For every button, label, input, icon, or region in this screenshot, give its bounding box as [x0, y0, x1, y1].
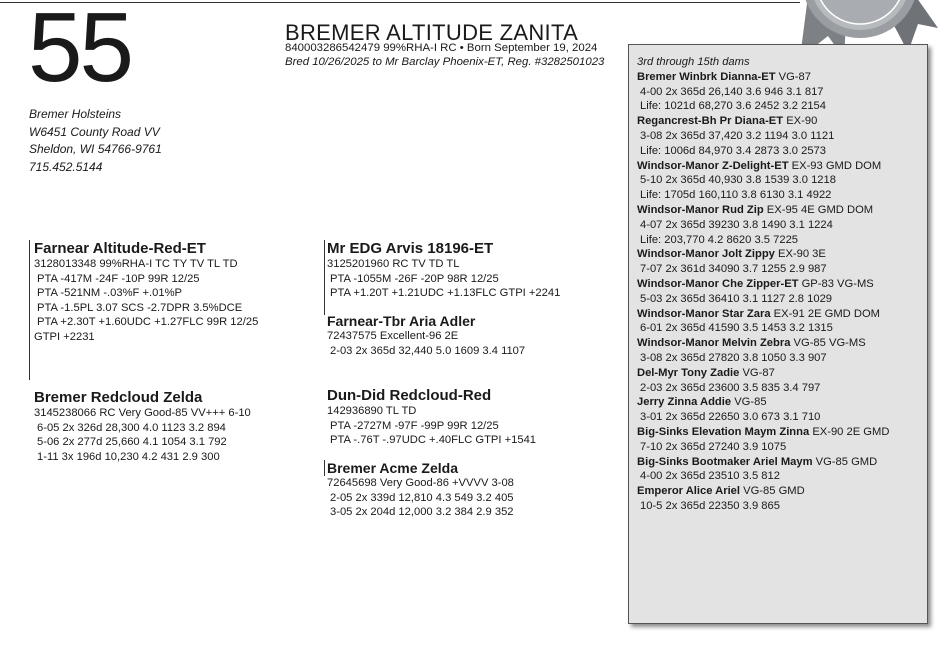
- dam-entry-class: EX-90: [786, 115, 818, 128]
- dam-entry: [637, 159, 927, 174]
- dam-entry-record: 4-00 2x 365d 23510 3.5 812: [640, 470, 780, 483]
- dam-dam-line: 2-05 2x 339d 12,810 4.3 549 3.2 405: [330, 491, 514, 504]
- dam-entry: [637, 70, 927, 85]
- dam-entry-name: Windsor-Manor Jolt Zippy: [637, 248, 775, 261]
- dam-entry-record: 5-10 2x 365d 40,930 3.8 1539 3.0 1218: [640, 174, 836, 187]
- animal-bred-info: Bred 10/26/2025 to Mr Barclay Phoenix-ET, Reg. #3282501023: [285, 55, 605, 68]
- consignor-info: [29, 106, 162, 176]
- dam-entry-class: VG-85 GMD: [815, 455, 878, 468]
- dam-entry-class: EX-91 2E GMD DOM: [773, 307, 880, 320]
- dam-entry: [637, 203, 927, 218]
- dam-line: 5-06 2x 277d 25,660 4.1 1054 3.1 792: [37, 436, 227, 449]
- sire-line: 3128013348 99%RHA-I TC TY TV TL TD: [34, 258, 238, 270]
- animal-name: BREMER ALTITUDE ZANITA: [285, 20, 579, 45]
- dam-entry-record: 3-08 2x 365d 37,420 3.2 1194 3.0 1121: [640, 129, 835, 142]
- sire-dam-line: 72437575 Excellent-96 2E: [327, 330, 459, 342]
- sire-sire-line: 3125201960 RC TV TD TL: [327, 258, 460, 270]
- dam-entry-class: EX-90 3E: [777, 248, 826, 261]
- sire-line: PTA -417M -24F -10P 99R 12/25: [37, 272, 200, 285]
- dam-entry-record: 10-5 2x 365d 22350 3.9 865: [640, 499, 780, 512]
- dam-sire-line: PTA -2727M -97F -99P 99R 12/25: [330, 419, 499, 432]
- dam-entry-class: VG-85: [734, 396, 767, 409]
- dam-entry-record: 6-01 2x 365d 41590 3.5 1453 3.2 1315: [640, 322, 833, 335]
- dam-entry-record: 3-08 2x 365d 27820 3.8 1050 3.3 907: [640, 351, 827, 364]
- dam-entry-name: Windsor-Manor Melvin Zebra: [637, 337, 791, 350]
- dam-entry: [637, 307, 927, 322]
- sire-sire-line: PTA -1055M -26F -20P 98R 12/25: [330, 272, 499, 285]
- dam-entry: [637, 247, 927, 262]
- sire-line: PTA -521NM -.03%F +.01%P: [37, 287, 182, 300]
- sire-block: [34, 240, 258, 345]
- dam-entry: [637, 395, 927, 410]
- sire-dam-name: Farnear-Tbr Aria Adler: [327, 313, 476, 329]
- sire-sire-line: PTA +1.20T +1.21UDC +1.13FLC GTPI +2241: [330, 287, 561, 300]
- dam-entry-class: VG-87: [742, 366, 775, 379]
- dam-name: Bremer Redcloud Zelda: [34, 389, 203, 406]
- animal-registration: 840003286542479 99%RHA-I RC • Born September 19, 2024: [285, 42, 598, 54]
- pedigree-bracket: [324, 240, 325, 315]
- dam-line: 3145238066 RC Very Good-85 VV+++ 6-10: [34, 407, 251, 419]
- dam-entry-class: EX-93 GMD DOM: [791, 159, 882, 172]
- dam-entry-name: Windsor-Manor Che Zipper-ET: [637, 277, 799, 290]
- dam-entry-name: Emperor Alice Ariel: [637, 485, 741, 498]
- dam-entry-name: Big-Sinks Bootmaker Ariel Maym: [637, 455, 813, 468]
- dam-entry: [637, 425, 927, 440]
- dam-entry-record: 5-03 2x 365d 36410 3.1 1127 2.8 1029: [640, 292, 833, 305]
- sire-line: PTA -1.5PL 3.07 SCS -2.7DPR 3.5%DCE: [37, 301, 243, 314]
- dam-entry-class: EX-95 4E GMD DOM: [766, 203, 874, 216]
- dam-entry-record: 2-03 2x 365d 23600 3.5 835 3.4 797: [640, 381, 821, 394]
- consignor-address2: Sheldon, WI 54766-9761: [29, 142, 162, 156]
- dam-entry-record: 7-10 2x 365d 27240 3.9 1075: [640, 440, 787, 453]
- dam-block: [34, 389, 251, 464]
- consignor-phone: 715.452.5144: [29, 159, 103, 174]
- dam-entry-class: GP-83 VG-MS: [801, 277, 874, 290]
- dam-entry: [637, 484, 927, 499]
- dams-box-header: 3rd through 15th dams: [637, 56, 750, 68]
- dam-entry-name: Big-Sinks Elevation Maym Zinna: [637, 425, 810, 438]
- lot-number: 55: [28, 0, 132, 102]
- dam-entry-record: Life: 1705d 160,110 3.8 6130 3.1 4922: [640, 189, 832, 202]
- dams-box: [628, 44, 928, 624]
- animal-details: [285, 42, 604, 69]
- dam-entry-class: EX-90 2E GMD: [812, 425, 890, 438]
- dam-entry-record: 3-01 2x 365d 22650 3.0 673 3.1 710: [640, 411, 821, 424]
- dam-entry-record: Life: 1006d 84,970 3.4 2873 3.0 2573: [640, 144, 827, 157]
- sire-sire-block: [327, 240, 560, 301]
- dam-entry-record: Life: 1021d 68,270 3.6 2452 3.2 2154: [640, 100, 827, 113]
- sire-dam-line: 2-03 2x 365d 32,440 5.0 1609 3.4 1107: [330, 344, 526, 357]
- sire-sire-name: Mr EDG Arvis 18196-ET: [327, 240, 494, 257]
- dam-entry-record: 7-07 2x 361d 34090 3.7 1255 2.9 987: [640, 263, 827, 276]
- dam-entry-class: VG-85 VG-MS: [793, 337, 866, 350]
- dam-entry-record: 4-07 2x 365d 39230 3.8 1490 3.1 1224: [640, 218, 833, 231]
- pedigree-bracket: [324, 460, 325, 476]
- dam-entry-record: Life: 203,770 4.2 8620 3.5 7225: [640, 233, 799, 246]
- dam-entry-class: VG-85 GMD: [743, 485, 805, 498]
- dam-sire-block: [327, 387, 536, 448]
- dam-entry-class: VG-87: [778, 70, 811, 83]
- dam-entry-name: Del-Myr Tony Zadie: [637, 366, 740, 379]
- dam-entry-name: Jerry Zinna Addie: [637, 396, 732, 409]
- dam-line: 6-05 2x 326d 28,300 4.0 1123 3.2 894: [37, 421, 226, 434]
- dams-list: [637, 70, 927, 514]
- dam-entry: [637, 277, 927, 292]
- sire-dam-block: [327, 313, 525, 358]
- dam-entry: [637, 455, 927, 470]
- dam-entry-name: Regancrest-Bh Pr Diana-ET: [637, 115, 784, 128]
- dam-entry: [637, 366, 927, 381]
- dam-line: 1-11 3x 196d 10,230 4.2 431 2.9 300: [37, 450, 220, 463]
- sire-line: GTPI +2231: [34, 330, 95, 343]
- sire-line: PTA +2.30T +1.60UDC +1.27FLC 99R 12/25: [37, 316, 259, 329]
- dam-dam-line: 3-05 2x 204d 12,000 3.2 384 2.9 352: [330, 506, 514, 519]
- dam-entry-name: Windsor-Manor Star Zara: [637, 307, 771, 320]
- dam-entry-name: Windsor-Manor Z-Delight-ET: [637, 159, 789, 172]
- dam-entry-name: Bremer Winbrk Dianna-ET: [637, 70, 776, 83]
- dam-sire-name: Dun-Did Redcloud-Red: [327, 387, 492, 404]
- dam-dam-line: 72645698 Very Good-86 +VVVV 3-08: [327, 477, 514, 489]
- dam-dam-block: [327, 460, 514, 520]
- sire-name: Farnear Altitude-Red-ET: [34, 240, 206, 257]
- dam-entry-name: Windsor-Manor Rud Zip: [637, 203, 764, 216]
- dam-entry: [637, 336, 927, 351]
- dam-entry-record: 4-00 2x 365d 26,140 3.6 946 3.1 817: [640, 85, 824, 98]
- dam-dam-name: Bremer Acme Zelda: [327, 460, 458, 476]
- dam-sire-line: 142936890 TL TD: [327, 405, 417, 417]
- consignor-name: Bremer Holsteins: [29, 107, 122, 121]
- dam-sire-line: PTA -.76T -.97UDC +.40FLC GTPI +1541: [330, 434, 537, 447]
- consignor-address1: W6451 County Road VV: [29, 124, 160, 139]
- dam-entry: [637, 114, 927, 129]
- pedigree-bracket: [29, 240, 30, 380]
